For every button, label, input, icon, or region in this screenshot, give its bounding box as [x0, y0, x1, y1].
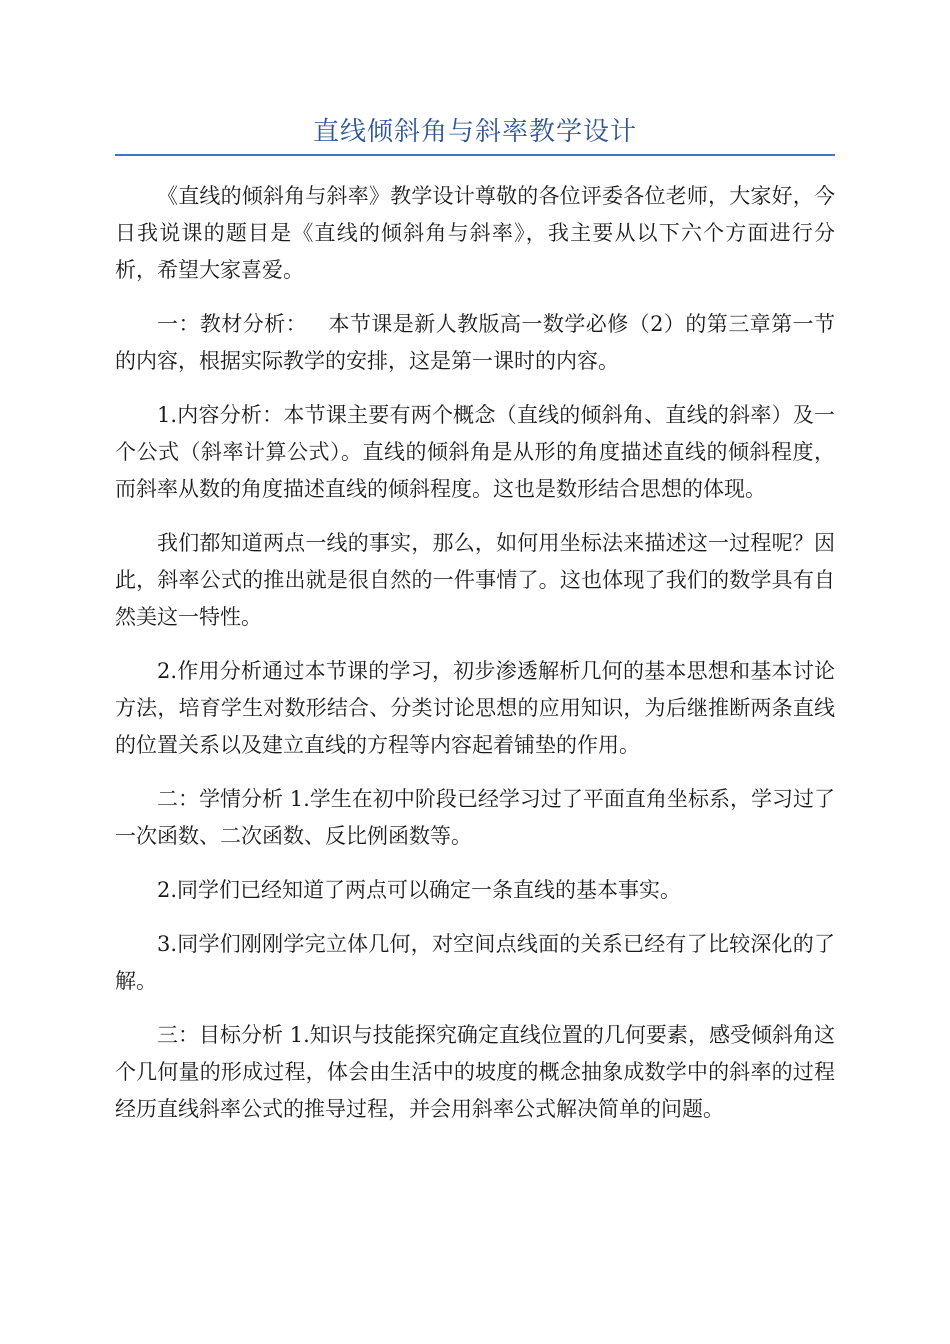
- paragraph-function-analysis: 2.作用分析通过本节课的学习，初步渗透解析几何的基本思想和基本讨论方法，培育学生对数形结合、分类讨论思想的应用知识，为后继推断两条直线的位置关系以及建立直线的方程等内容起着铺垫的作用。: [115, 659, 835, 757]
- title-underline: [115, 154, 835, 156]
- paragraph-goal-analysis: 三：目标分析 1.知识与技能探究确定直线位置的几何要素，感受倾斜角这个几何量的形成过程，体会由生活中的坡度的概念抽象成数学中的斜率的过程经历直线斜率公式的推导过程，并会用斜率公式解决简单的问题。: [115, 1023, 835, 1121]
- paragraph-learner-analysis: 二：学情分析 1.学生在初中阶段已经学习过了平面直角坐标系，学习过了一次函数、二次函数、反比例函数等。: [115, 787, 835, 848]
- paragraph-learner-point-3: 3.同学们刚刚学完立体几何，对空间点线面的关系已经有了比较深化的了解。: [115, 932, 835, 993]
- paragraph-textbook-analysis: 一：教材分析： 本节课是新人教版高一数学必修（2）的第三章第一节的内容，根据实际教学的安排，这是第一课时的内容。: [115, 312, 835, 373]
- document-title: 直线倾斜角与斜率教学设计: [312, 117, 637, 147]
- paragraph-content-analysis: 1.内容分析：本节课主要有两个概念（直线的倾斜角、直线的斜率）及一个公式（斜率计算公式）。直线的倾斜角是从形的角度描述直线的倾斜程度，而斜率从数的角度描述直线的倾斜程度。这也是数形结合思想的体现。: [115, 403, 835, 501]
- paragraph-learner-point-2: 2.同学们已经知道了两点可以确定一条直线的基本事实。: [157, 878, 682, 902]
- paragraph-intro: 《直线的倾斜角与斜率》教学设计尊敬的各位评委各位老师，大家好，今日我说课的题目是《直线的倾斜角与斜率》，我主要从以下六个方面进行分析，希望大家喜爱。: [115, 184, 835, 282]
- paragraph-two-points: 我们都知道两点一线的事实，那么，如何用坐标法来描述这一过程呢？因此，斜率公式的推出就是很自然的一件事情了。这也体现了我们的数学具有自然美这一特性。: [115, 531, 835, 629]
- document-body: [115, 178, 835, 1145]
